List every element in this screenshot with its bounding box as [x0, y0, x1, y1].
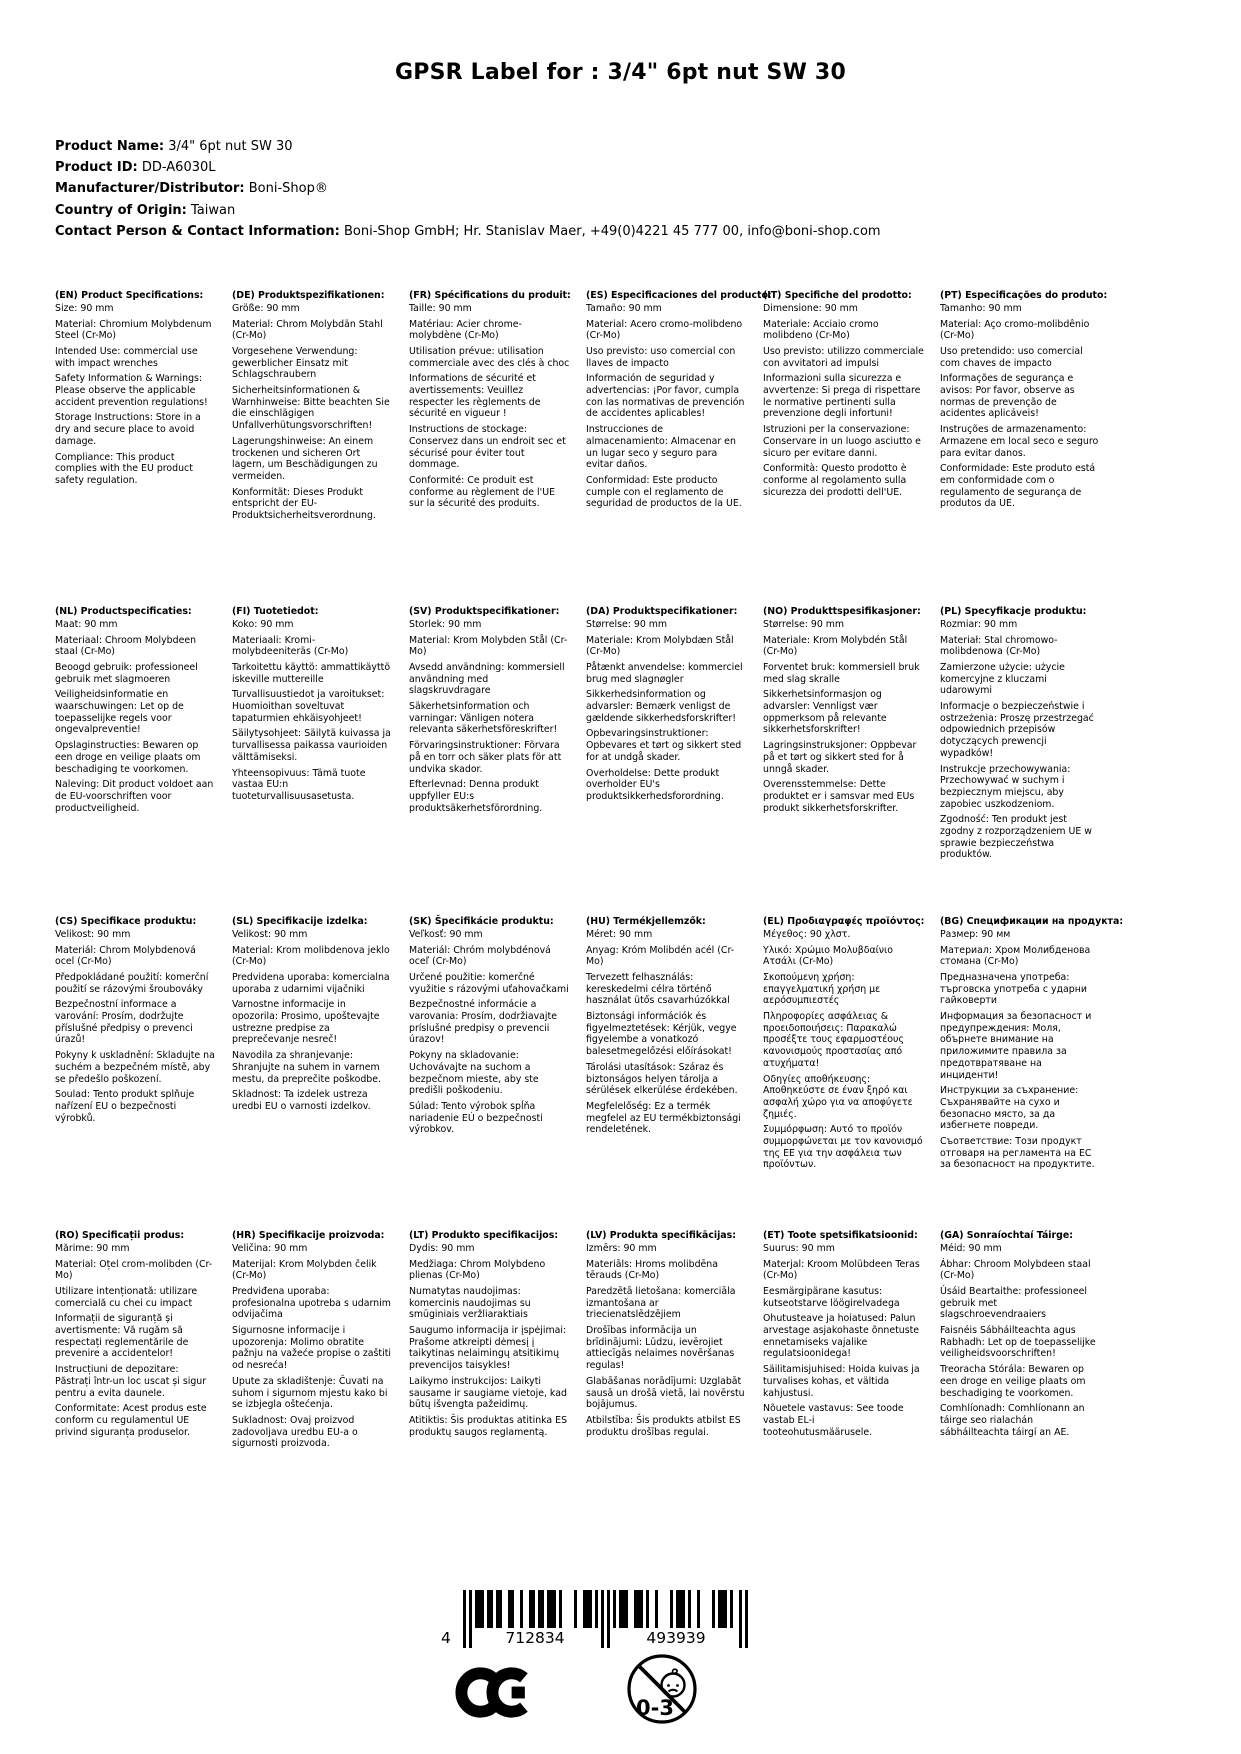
spec-paragraph: Určené použitie: komerčné využitie s rázovými uťahovačkami — [409, 971, 569, 995]
spec-paragraph: Safety Information & Warnings: Please observe the applicable accident prevention regulations! — [55, 373, 208, 408]
spec-block-heading: (RO) Specificații produs: — [55, 1230, 185, 1241]
spec-paragraph: Materiál: Chrom Molybdenová ocel (Cr-Mo) — [55, 944, 196, 968]
spec-block-heading: (EL) Προδιαγραφές προϊόντος: — [763, 916, 925, 927]
spec-paragraph: Utilizare intenționată: utilizare comercială cu chei cu impact — [55, 1285, 198, 1309]
spec-paragraph: Lagringsinstruksjoner: Oppbevar på et tørt og sikkert sted for å unngå skader. — [763, 740, 917, 775]
spec-paragraph: Veľkosť: 90 mm — [409, 928, 483, 940]
spec-paragraph: Πληροφορίες ασφάλειας & προειδοποιήσεις: Παρακαλώ προσέξτε τους εφαρμοστέους κανονισμούς προστασίας από ατυχήματα! — [763, 1011, 904, 1069]
spec-paragraph: Biztonsági információk és figyelmeztetések: Kérjük, vegye figyelembe a vonatkozó balesetmegelőzési előírásokat! — [586, 1011, 737, 1058]
spec-paragraph: Uso previsto: uso comercial con llaves de impacto — [586, 345, 736, 369]
spec-paragraph: Intended Use: commercial use with impact wrenches — [55, 345, 198, 369]
spec-paragraph: Předpokládané použití: komerční použití se rázovými šroubováky — [55, 971, 209, 995]
age-warning-label: 0-3 — [636, 1696, 674, 1720]
spec-paragraph: Informações de segurança e avisos: Por favor, observe as normas de prevenção de acidentes aplicáveis! — [940, 373, 1075, 420]
spec-block-heading: (PT) Especificações do produto: — [940, 290, 1108, 301]
spec-paragraph: Opslaginstructies: Bewaren op een droge en veilige plaats om beschadiging te voorkomen. — [55, 740, 201, 775]
spec-paragraph: Συμμόρφωση: Αυτό το προϊόν συμμορφώνεται με τον κανονισμό της ΕΕ για την ασφάλεια των προϊόντων. — [763, 1124, 923, 1171]
spec-paragraph: Predviđena uporaba: profesionalna upotreba s udarnim odvijačima — [232, 1285, 391, 1321]
spec-paragraph: Lagerungshinweise: An einem trockenen und sicheren Ort lagern, um Beschädigungen zu vermeiden. — [232, 435, 378, 482]
spec-paragraph: Pokyny na skladovanie: Uchovávajte na suchom a bezpečnom mieste, aby ste predišli poškodeniu. — [409, 1050, 539, 1097]
barcode-left-digits: 712834 — [472, 1629, 598, 1647]
spec-paragraph: Съответствие: Този продукт отговаря на регламента на ЕС за безопасност на продуктите. — [940, 1136, 1095, 1171]
spec-paragraph: Conformidad: Este producto cumple con el reglamento de seguridad de productos de la UE. — [586, 474, 742, 510]
spec-paragraph: Medžiaga: Chrom Molybdeno plienas (Cr-Mo) — [409, 1258, 546, 1282]
spec-paragraph: Bezpečnostní informace a varování: Prosím, dodržujte příslušné předpisy o prevenci úrazů! — [55, 999, 193, 1046]
spec-paragraph: Instrukcje przechowywania: Przechowywać w suchym i bezpiecznym miejscu, aby zapobiec uszkodzeniom. — [940, 763, 1071, 810]
page-title: GPSR Label for : 3/4" 6pt nut SW 30 — [395, 60, 846, 85]
spec-paragraph: Informazioni sulla sicurezza e avvertenze: Si prega di rispettare le normative pertinenti sulla prevenzione degli infortuni! — [763, 373, 921, 420]
spec-paragraph: Konformität: Dieses Produkt entspricht der EU-Produktsicherheitsverordnung. — [232, 486, 376, 522]
spec-paragraph: Navodila za shranjevanje: Shranjujte na suhem in varnem mestu, da preprečite poškodbe. — [232, 1050, 382, 1085]
spec-paragraph: Μέγεθος: 90 χλστ. — [763, 928, 851, 940]
spec-paragraph: Upute za skladištenje: Čuvati na suhom i sigurnom mjestu kako bi se izbjegla oštećenja. — [232, 1375, 388, 1411]
spec-paragraph: Sukladnost: Ovaj proizvod zadovoljava uredbu EU-a o sigurnosti proizvoda. — [232, 1414, 358, 1450]
spec-paragraph: Materiaal: Chroom Molybdeen staal (Cr-Mo) — [55, 634, 197, 658]
spec-paragraph: Istruzioni per la conservazione: Conservare in un luogo asciutto e sicuro per evitare danni. — [763, 424, 921, 459]
barcode-right-digits: 493939 — [613, 1629, 739, 1647]
spec-paragraph: Material: Oțel crom-molibden (Cr-Mo) — [55, 1258, 213, 1282]
spec-paragraph: Размер: 90 мм — [940, 928, 1011, 940]
spec-paragraph: Tamanho: 90 mm — [940, 302, 1022, 314]
spec-paragraph: Utilisation prévue: utilisation commerciale avec des clés à choc — [409, 345, 570, 369]
spec-block-heading: (DA) Produktspecifikationer: — [586, 606, 738, 617]
spec-paragraph: Σκοπούμενη χρήση: επαγγελματική χρήση με αερόσυμπιεστές — [763, 971, 881, 1007]
spec-paragraph: Materiale: Krom Molybdén Stål (Cr-Mo) — [763, 634, 908, 658]
spec-paragraph: Overensstemmelse: Dette produktet er i samsvar med EUs produkt sikkerhetsforskrifter. — [763, 779, 915, 814]
spec-paragraph: Tárolási utasítások: Száraz és biztonságos helyen tárolja a sérülések elkerülése érdekében. — [586, 1061, 738, 1097]
spec-paragraph: Materiale: Krom Molybdæn Stål (Cr-Mo) — [586, 634, 734, 658]
product-info-label: Country of Origin: — [55, 202, 187, 218]
spec-block-heading: (FI) Tuotetiedot: — [232, 606, 319, 617]
product-info-value: Taiwan — [186, 202, 236, 218]
product-info-value: DD-A6030L — [137, 160, 216, 176]
spec-paragraph: Úsáid Beartaithe: professioneel gebruik met slagschroevendraaiers — [940, 1285, 1087, 1321]
spec-block-fi — [232, 606, 393, 916]
spec-paragraph: Zgodność: Ten produkt jest zgodny z rozporządzeniem UE w sprawie bezpieczeństwa produktów. — [940, 814, 1092, 861]
spec-paragraph: Materiale: Acciaio cromo molibdeno (Cr-Mo) — [763, 318, 879, 342]
spec-paragraph: Materiał: Stal chromowo-molibdenowa (Cr-Mo) — [940, 634, 1058, 658]
spec-block-da — [586, 606, 747, 916]
spec-block-heading: (PL) Specyfikacje produktu: — [940, 606, 1087, 617]
spec-paragraph: Tamaño: 90 mm — [586, 302, 662, 314]
spec-paragraph: Laikymo instrukcijos: Laikyti sausame ir saugiame vietoje, kad būtų išvengta pažeidimų. — [409, 1375, 567, 1411]
spec-block-ro — [55, 1230, 216, 1454]
spec-paragraph: Turvallisuustiedot ja varoitukset: Huomioithan soveltuvat tapaturmien ehkäisyohjeet! — [232, 689, 385, 724]
spec-paragraph: Naleving: Dit product voldoet aan de EU-voorschriften voor productveiligheid. — [55, 779, 214, 814]
spec-paragraph: Pokyny k uskladnění: Skladujte na suchém a bezpečném místě, aby se předešlo poškození. — [55, 1050, 215, 1085]
spec-paragraph: Instructions de stockage: Conservez dans un endroit sec et sécurisé pour éviter tout dommage. — [409, 424, 566, 471]
spec-paragraph: Uso pretendido: uso comercial com chaves de impacto — [940, 345, 1083, 369]
spec-block-nl — [55, 606, 216, 916]
spec-paragraph: Numatytas naudojimas: komercinis naudojimas su smūginiais veržliaraktiais — [409, 1285, 531, 1321]
product-info-row — [55, 200, 881, 221]
spec-paragraph: Size: 90 mm — [55, 302, 114, 314]
spec-paragraph: Sikkerhetsinformasjon og advarsler: Vennligst vær oppmerksom på relevante sikkerhetsforskrifter! — [763, 689, 887, 736]
spec-paragraph: Conformitate: Acest produs este conform cu regulamentul UE privind siguranța produselor. — [55, 1403, 207, 1438]
spec-paragraph: Material: Aço cromo-molibdênio (Cr-Mo) — [940, 318, 1090, 342]
spec-block-el — [763, 916, 924, 1230]
spec-paragraph: Mărime: 90 mm — [55, 1242, 130, 1254]
spec-paragraph: Dimensione: 90 mm — [763, 302, 858, 314]
spec-paragraph: Faisnéis Sábháilteachta agus Rabhadh: Let op de toepasselijke veiligheidsvoorschriften! — [940, 1325, 1096, 1360]
spec-paragraph: Οδηγίες αποθήκευσης: Αποθηκεύστε σε έναν ξηρό και ασφαλή χώρο για να αποφύγετε ζημιές. — [763, 1073, 913, 1120]
spec-block-heading: (DE) Produktspezifikationen: — [232, 290, 385, 301]
product-info-row — [55, 136, 881, 157]
spec-block-heading: (SK) Špecifikácie produktu: — [409, 916, 554, 927]
spec-paragraph: Ábhar: Chroom Molybdeen staal (Cr-Mo) — [940, 1258, 1091, 1282]
spec-block-sv — [409, 606, 570, 916]
spec-block-it — [763, 290, 924, 606]
spec-paragraph: Tarkoitettu käyttö: ammattikäyttö iskeville muttereille — [232, 661, 391, 685]
product-info-value: Boni-Shop® — [244, 181, 328, 197]
spec-paragraph: Conformité: Ce produit est conforme au règlement de l'UE sur la sécurité des produits. — [409, 474, 556, 510]
spec-paragraph: Nõuetele vastavus: See toode vastab EL-i tooteohutusmäärusele. — [763, 1403, 904, 1438]
spec-paragraph: Sigurnosne informacije i upozorenja: Molimo obratite pažnju na važeće propise o zaštiti od nesreća! — [232, 1325, 391, 1372]
spec-paragraph: Ohutusteave ja hoiatused: Palun arvestage asjakohaste õnnetuste ennetamiseks vajalike regulatsioonidega! — [763, 1313, 920, 1360]
product-info-label: Product ID: — [55, 160, 138, 176]
spec-paragraph: Velikost: 90 mm — [232, 928, 308, 940]
spec-paragraph: Vorgesehene Verwendung: gewerblicher Einsatz mit Schlagschraubern — [232, 345, 358, 381]
spec-paragraph: Compliance: This product complies with the EU product safety regulation. — [55, 451, 193, 486]
spec-paragraph: Forventet bruk: kommersiell bruk med slag skralle — [763, 661, 920, 685]
spec-block-lv — [586, 1230, 747, 1454]
spec-paragraph: Anyag: Króm Molibdén acél (Cr-Mo) — [586, 944, 735, 968]
spec-paragraph: Conformità: Questo prodotto è conforme al regolamento sulla sicurezza dei prodotti dell'UE. — [763, 463, 907, 498]
spec-paragraph: Förvaringsinstruktioner: Förvara på en torr och säker plats för att undvika skador. — [409, 740, 562, 775]
spec-block-et — [763, 1230, 924, 1454]
spec-block-heading: (NO) Produkttspesifikasjoner: — [763, 606, 921, 617]
product-info-row — [55, 157, 881, 178]
spec-paragraph: Materiál: Chróm molybdénová oceľ (Cr-Mo) — [409, 944, 551, 968]
product-info-label: Manufacturer/Distributor: — [55, 181, 245, 197]
spec-paragraph: Material: Chromium Molybdenum Steel (Cr-Mo) — [55, 318, 212, 342]
spec-block-heading: (SV) Produktspecifikationer: — [409, 606, 560, 617]
spec-block-heading: (CS) Specifikace produktu: — [55, 916, 197, 927]
spec-block-heading: (ET) Toote spetsifikatsioonid: — [763, 1230, 918, 1241]
spec-paragraph: Предназначена употреба: търговска употреба с ударни гайковерти — [940, 971, 1087, 1007]
spec-paragraph: Información de seguridad y advertencias: ¡Por favor, cumpla con las normativas de prevención de accidentes aplicables! — [586, 373, 745, 420]
product-info-value: 3/4" 6pt nut SW 30 — [164, 139, 293, 154]
product-info-row — [55, 178, 881, 199]
spec-block-lt — [409, 1230, 570, 1454]
barcode-first-digit: 4 — [441, 1629, 451, 1647]
spec-block-fr — [409, 290, 570, 606]
spec-paragraph: Säilytysohjeet: Säilytä kuivassa ja turvallisessa paikassa vaurioiden välttämiseksi. — [232, 728, 391, 763]
spec-paragraph: Rozmiar: 90 mm — [940, 618, 1018, 630]
spec-block-es — [586, 290, 772, 606]
spec-block-hu — [586, 916, 747, 1230]
spec-paragraph: Veličina: 90 mm — [232, 1242, 308, 1254]
spec-paragraph: Информация за безопасност и предупреждения: Моля, обърнете внимание на приложимите правила за предотвратяване на инциденти! — [940, 1011, 1092, 1081]
spec-block-heading: (ES) Especificaciones del producto: — [586, 290, 772, 301]
spec-paragraph: Skladnost: Ta izdelek ustreza uredbi EU o varnosti izdelkov. — [232, 1089, 371, 1112]
spec-paragraph: Υλικό: Χρώμιο Μολυβδαίνιο Ατσάλι (Cr-Mo) — [763, 944, 893, 968]
spec-paragraph: Säkerhetsinformation och varningar: Vänligen notera relevanta säkerhetsföreskrifter! — [409, 701, 558, 736]
spec-paragraph: Maat: 90 mm — [55, 618, 118, 630]
spec-paragraph: Zamierzone użycie: użycie komercyjne z kluczami udarowymi — [940, 661, 1065, 697]
spec-paragraph: Méid: 90 mm — [940, 1242, 1002, 1254]
spec-paragraph: Efterlevnad: Denna produkt uppfyller EU:s produktsäkerhetsförordning. — [409, 779, 543, 814]
spec-paragraph: Tervezett felhasználás: kereskedelmi célra történő használat ütős csavarhúzókkal — [586, 971, 730, 1007]
spec-block-cs — [55, 916, 216, 1230]
spec-paragraph: Taille: 90 mm — [409, 302, 472, 314]
spec-paragraph: Material: Chrom Molybdän Stahl (Cr-Mo) — [232, 318, 383, 342]
spec-block-heading: (BG) Спецификации на продукта: — [940, 916, 1124, 927]
spec-block-heading: (LV) Produkta specifikācijas: — [586, 1230, 736, 1241]
spec-paragraph: Overholdelse: Dette produkt overholder EU's produktsikkerhedsforordning. — [586, 767, 724, 802]
spec-paragraph: Informations de sécurité et avertissements: Veuillez respecter les règlements de sécurité en vigueur ! — [409, 373, 541, 420]
spec-paragraph: Materiāls: Hroms molibdēna tērauds (Cr-Mo) — [586, 1258, 718, 1282]
spec-block-sl — [232, 916, 393, 1230]
spec-paragraph: Инструкции за съхранение: Съхранявайте на сухо и безопасно място, за да избегнете повреди. — [940, 1085, 1079, 1132]
spec-paragraph: Suurus: 90 mm — [763, 1242, 835, 1254]
spec-paragraph: Izmērs: 90 mm — [586, 1242, 657, 1254]
spec-paragraph: Bezpečnostné informácie a varovania: Prosím, dodržiavajte príslušné predpisy o prevencii úrazov! — [409, 999, 557, 1046]
spec-block-heading: (IT) Specifiche del prodotto: — [763, 290, 912, 301]
product-info-label: Contact Person & Contact Information: — [55, 223, 340, 239]
spec-paragraph: Materijal: Krom Molybden čelik (Cr-Mo) — [232, 1258, 377, 1282]
spec-block-heading: (GA) Sonraíochtaí Táirge: — [940, 1230, 1073, 1241]
product-info-value: Boni-Shop GmbH; Hr. Stanislav Maer, +49(0)4221 45 777 00, info@boni-shop.com — [339, 223, 881, 239]
spec-paragraph: Materiaali: Kromi-molybdeeniteräs (Cr-Mo) — [232, 634, 349, 658]
barcode — [441, 1590, 753, 1652]
spec-paragraph: Drošības informācija un brīdinājumi: Lūdzu, ievērojiet attiecīgās nelaimes novēršanas regulas! — [586, 1325, 735, 1372]
spec-block-de — [232, 290, 393, 606]
spec-block-no — [763, 606, 924, 916]
spec-paragraph: Comhlíonadh: Comhlíonann an táirge seo rialachán sábháilteachta táirgí an AE. — [940, 1403, 1085, 1438]
spec-paragraph: Avsedd användning: kommersiell användning med slagskruvdragare — [409, 661, 565, 697]
ce-mark-icon — [455, 1665, 539, 1720]
spec-block-heading: (HR) Specifikacije proizvoda: — [232, 1230, 385, 1241]
spec-paragraph: Koko: 90 mm — [232, 618, 294, 630]
spec-paragraph: Opbevaringsinstruktioner: Opbevares et tørt og sikkert sted for at undgå skader. — [586, 728, 742, 763]
spec-paragraph: Soulad: Tento produkt splňuje nařízení EU o bezpečnosti výrobků. — [55, 1089, 195, 1124]
spec-paragraph: Größe: 90 mm — [232, 302, 300, 314]
spec-block-heading: (FR) Spécifications du produit: — [409, 290, 571, 301]
product-info-label: Product Name: — [55, 139, 165, 154]
spec-paragraph: Conformidade: Este produto está em conformidade com o regulamento de segurança de produtos da UE. — [940, 463, 1096, 510]
spec-block-heading: (HU) Termékjellemzők: — [586, 916, 706, 927]
spec-paragraph: Material: Krom molibdenova jeklo (Cr-Mo) — [232, 944, 390, 968]
spec-block-heading: (SL) Specifikacije izdelka: — [232, 916, 368, 927]
spec-paragraph: Størrelse: 90 mm — [763, 618, 845, 630]
spec-paragraph: Informacje o bezpieczeństwie i ostrzeżenia: Proszę przestrzegać odpowiednich przepisów dotyczących prewencji wypadków! — [940, 701, 1094, 759]
spec-paragraph: Yhteensopivuus: Tämä tuote vastaa EU:n tuoteturvallisuusasetusta. — [232, 767, 366, 802]
spec-paragraph: Velikost: 90 mm — [55, 928, 131, 940]
spec-paragraph: Veiligheidsinformatie en waarschuwingen: Let op de toepasselijke regels voor ongevalpreventie! — [55, 689, 184, 736]
product-info — [55, 136, 881, 242]
spec-paragraph: Säilitamisjuhised: Hoida kuivas ja turvalises kohas, et vältida kahjustusi. — [763, 1364, 920, 1399]
spec-paragraph: Dydis: 90 mm — [409, 1242, 475, 1254]
spec-block-bg — [940, 916, 1124, 1230]
spec-paragraph: Instrucciones de almacenamiento: Almacenar en un lugar seco y seguro para evitar daños. — [586, 424, 736, 471]
spec-block-ga — [940, 1230, 1101, 1454]
spec-paragraph: Atbilstība: Šis produkts atbilst ES produktu drošības regulai. — [586, 1414, 741, 1438]
spec-paragraph: Material: Krom Molybden Stål (Cr-Mo) — [409, 634, 568, 658]
spec-paragraph: Saugumo informacija ir įspėjimai: Prašome atkreipti dėmesį į taikytinas nelaimingų atsitikimų prevencijos taisykles! — [409, 1325, 567, 1372]
spec-paragraph: Súlad: Tento výrobok spĺňa nariadenie EÚ o bezpečnosti výrobkov. — [409, 1100, 543, 1136]
spec-block-hr — [232, 1230, 393, 1454]
spec-paragraph: Matériau: Acier chrome-molybdène (Cr-Mo) — [409, 318, 522, 342]
spec-block-pl — [940, 606, 1101, 916]
age-warning-0-3-icon — [625, 1652, 699, 1726]
spec-block-en — [55, 290, 216, 606]
spec-paragraph: Størrelse: 90 mm — [586, 618, 668, 630]
spec-paragraph: Storage Instructions: Store in a dry and secure place to avoid damage. — [55, 412, 201, 447]
spec-paragraph: Storlek: 90 mm — [409, 618, 482, 630]
spec-paragraph: Glabāšanas norādījumi: Uzglabāt sausā un drošā vietā, lai novērstu bojājumus. — [586, 1375, 745, 1411]
spec-paragraph: Materjal: Kroom Molübdeen Teras (Cr-Mo) — [763, 1258, 920, 1282]
spec-paragraph: Instrucțiuni de depozitare: Păstrați într-un loc uscat și sigur pentru a evita daunele. — [55, 1364, 207, 1399]
spec-block-sk — [409, 916, 570, 1230]
spec-block-heading: (LT) Produkto specifikacijos: — [409, 1230, 559, 1241]
spec-paragraph: Instruções de armazenamento: Armazene em local seco e seguro para evitar danos. — [940, 424, 1099, 459]
spec-grid — [55, 290, 1124, 1454]
spec-block-heading: (NL) Productspecificaties: — [55, 606, 192, 617]
spec-paragraph: Méret: 90 mm — [586, 928, 653, 940]
spec-paragraph: Atitiktis: Šis produktas atitinka ES produktų saugos reglamentą. — [409, 1414, 568, 1438]
spec-paragraph: Uso previsto: utilizzo commerciale con avvitatori ad impulsi — [763, 345, 924, 369]
spec-block-heading: (EN) Product Specifications: — [55, 290, 204, 301]
spec-paragraph: Treoracha Stórála: Bewaren op een droge en veilige plaats om beschadiging te voorkomen. — [940, 1364, 1086, 1399]
spec-paragraph: Predvidena uporaba: komercialna uporaba z udarnimi vijačniki — [232, 971, 390, 995]
spec-paragraph: Megfelelőség: Ez a termék megfelel az EU termékbiztonsági rendeletének. — [586, 1100, 741, 1136]
spec-paragraph: Sikkerhedsinformation og advarsler: Bemærk venligst de gældende sikkerhedsforskrifter! — [586, 689, 736, 724]
spec-paragraph: Материал: Хром Молибденова стомана (Cr-Mo) — [940, 944, 1091, 968]
spec-paragraph: Påtænkt anvendelse: kommerciel brug med slagnøgler — [586, 661, 743, 685]
spec-paragraph: Eesmärgipärane kasutus: kutseotstarve löögirelvadega — [763, 1285, 900, 1309]
spec-paragraph: Varnostne informacije in opozorila: Prosimo, upoštevajte ustrezne predpise za preprečevanje nesreč! — [232, 999, 380, 1046]
spec-paragraph: Sicherheitsinformationen & Warnhinweise: Bitte beachten Sie die einschlägigen Unfallverhütungsvorschriften! — [232, 385, 390, 432]
spec-paragraph: Beoogd gebruik: professioneel gebruik met slagmoeren — [55, 661, 198, 685]
spec-paragraph: Paredzētā lietošana: komerciāla izmantošana ar triecienatslēdzējiem — [586, 1285, 736, 1321]
product-info-row — [55, 221, 881, 242]
spec-paragraph: Informații de siguranță și avertismente: Vă rugăm să respectați reglementările de prevenire a accidentelor! — [55, 1313, 189, 1360]
spec-block-pt — [940, 290, 1108, 606]
spec-paragraph: Material: Acero cromo-molibdeno (Cr-Mo) — [586, 318, 743, 342]
